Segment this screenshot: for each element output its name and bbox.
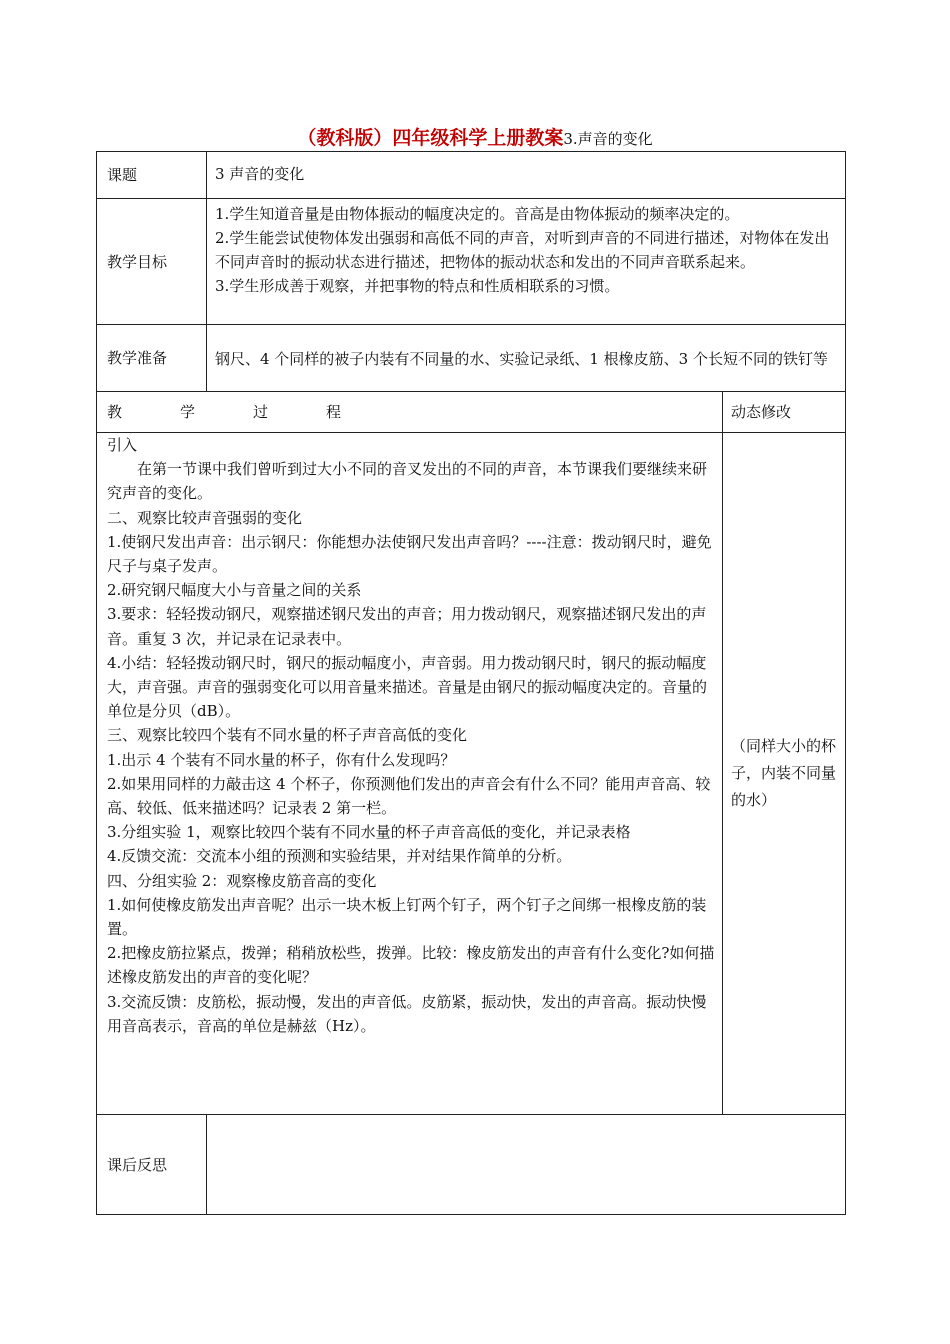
goal-item: 1.学生知道音量是由物体振动的幅度决定的。音高是由物体振动的频率决定的。 xyxy=(215,205,740,223)
process-header-char: 学 xyxy=(180,403,196,421)
process-line: 三、观察比较四个装有不同水量的杯子声音高低的变化 xyxy=(107,726,468,745)
topic-label: 课题 xyxy=(97,152,207,198)
row-topic xyxy=(97,152,845,199)
process-line: 3.要求：轻轻拨动钢尺，观察描述钢尺发出的声音；用力拨动钢尺，观察描述钢尺发出的声音。重复 3 次，并记录在记录表中。 xyxy=(107,605,707,648)
process-line: 2.研究钢尺幅度大小与音量之间的关系 xyxy=(107,581,362,600)
document-title-sub: 3.声音的变化 xyxy=(563,130,653,148)
process-line: 1.如何使橡皮筋发出声音呢？出示一块木板上钉两个钉子，两个钉子之间绑一根橡皮筋的装置。 xyxy=(107,895,707,939)
process-line: 1.使钢尺发出声音：出示钢尺：你能想办法使钢尺发出声音吗？----注意：拨动钢尺时，避免尺子与桌子发声。 xyxy=(107,532,712,576)
row-reflection xyxy=(97,1115,845,1214)
reflection-label: 课后反思 xyxy=(97,1115,207,1214)
dynamic-edit-note-text: （同样大小的杯子，内装不同量的水） xyxy=(731,737,837,809)
row-process xyxy=(97,433,845,1115)
row-process-header xyxy=(97,392,845,433)
process-header-char: 教 xyxy=(107,403,123,421)
process-line: 3.交流反馈：皮筋松，振动慢，发出的声音低。皮筋紧，振动快，发出的声音高。振动快慢用音高表示，音高的单位是赫兹（Hz）。 xyxy=(107,992,707,1035)
topic-value: 3 声音的变化 xyxy=(215,165,305,183)
process-line: 2.如果用同样的力敲击这 4 个杯子，你预测他们发出的声音会有什么不同？能用声音高、较高、较低、低来描述吗？记录表 2 第一栏。 xyxy=(107,774,711,818)
process-line: 在第一节课中我们曾听到过大小不同的音叉发出的不同的声音，本节课我们要继续来研究声音的变化。 xyxy=(107,460,708,503)
process-line: 四、分组实验 2：观察橡皮筋音高的变化 xyxy=(107,871,377,890)
process-line: 引入 xyxy=(107,436,138,454)
process-line: 二、观察比较声音强弱的变化 xyxy=(107,508,303,527)
process-header-char: 程 xyxy=(326,403,342,421)
process-content xyxy=(97,433,723,1114)
prep-label: 教学准备 xyxy=(97,325,207,391)
goal-item: 3.学生形成善于观察，并把事物的特点和性质相联系的习惯。 xyxy=(215,277,620,295)
prep-value xyxy=(207,325,845,391)
document-title-main: （教科版）四年级科学上册教案 xyxy=(297,127,564,149)
prep-text: 钢尺、4 个同样的被子内装有不同量的水、实验记录纸、1 根橡皮筋、3 个长短不同的铁钉等 xyxy=(215,350,828,368)
document-title xyxy=(0,126,950,151)
process-line: 2.把橡皮筋拉紧点，拨弹；稍稍放松些，拨弹。比较：橡皮筋发出的声音有什么变化?如何描述橡皮筋发出的声音的变化呢？ xyxy=(107,944,715,987)
lesson-plan-table xyxy=(96,151,846,1215)
dynamic-edit-header: 动态修改 xyxy=(731,403,792,421)
process-line: 3.分组实验 1，观察比较四个装有不同水量的杯子声音高低的变化，并记录表格 xyxy=(107,823,631,842)
goal-item: 2.学生能尝试使物体发出强弱和高低不同的声音，对听到声音的不同进行描述，对物体在发出不同声音时的振动状态进行描述，把物体的振动状态和发出的不同声音联系起来。 xyxy=(215,229,830,271)
goals-label: 教学目标 xyxy=(97,199,207,324)
row-prep xyxy=(97,325,845,392)
goals-content xyxy=(207,199,845,324)
reflection-value[interactable] xyxy=(207,1115,845,1214)
dynamic-edit-note xyxy=(723,433,845,1114)
process-header-char: 过 xyxy=(253,403,269,421)
row-goals xyxy=(97,199,845,325)
process-line: 4.小结：轻轻拨动钢尺时，钢尺的振动幅度小，声音弱。用力拨动钢尺时，钢尺的振动幅度大，声音强。声音的强弱变化可以用音量来描述。音量是由钢尺的振动幅度决定的。音量的单位是分贝（dB）。 xyxy=(107,653,708,721)
process-line: 4.反馈交流：交流本小组的预测和实验结果，并对结果作简单的分析。 xyxy=(107,847,572,866)
process-line: 1.出示 4 个装有不同水量的杯子，你有什么发现吗？ xyxy=(107,750,456,769)
process-header-label xyxy=(97,392,723,432)
